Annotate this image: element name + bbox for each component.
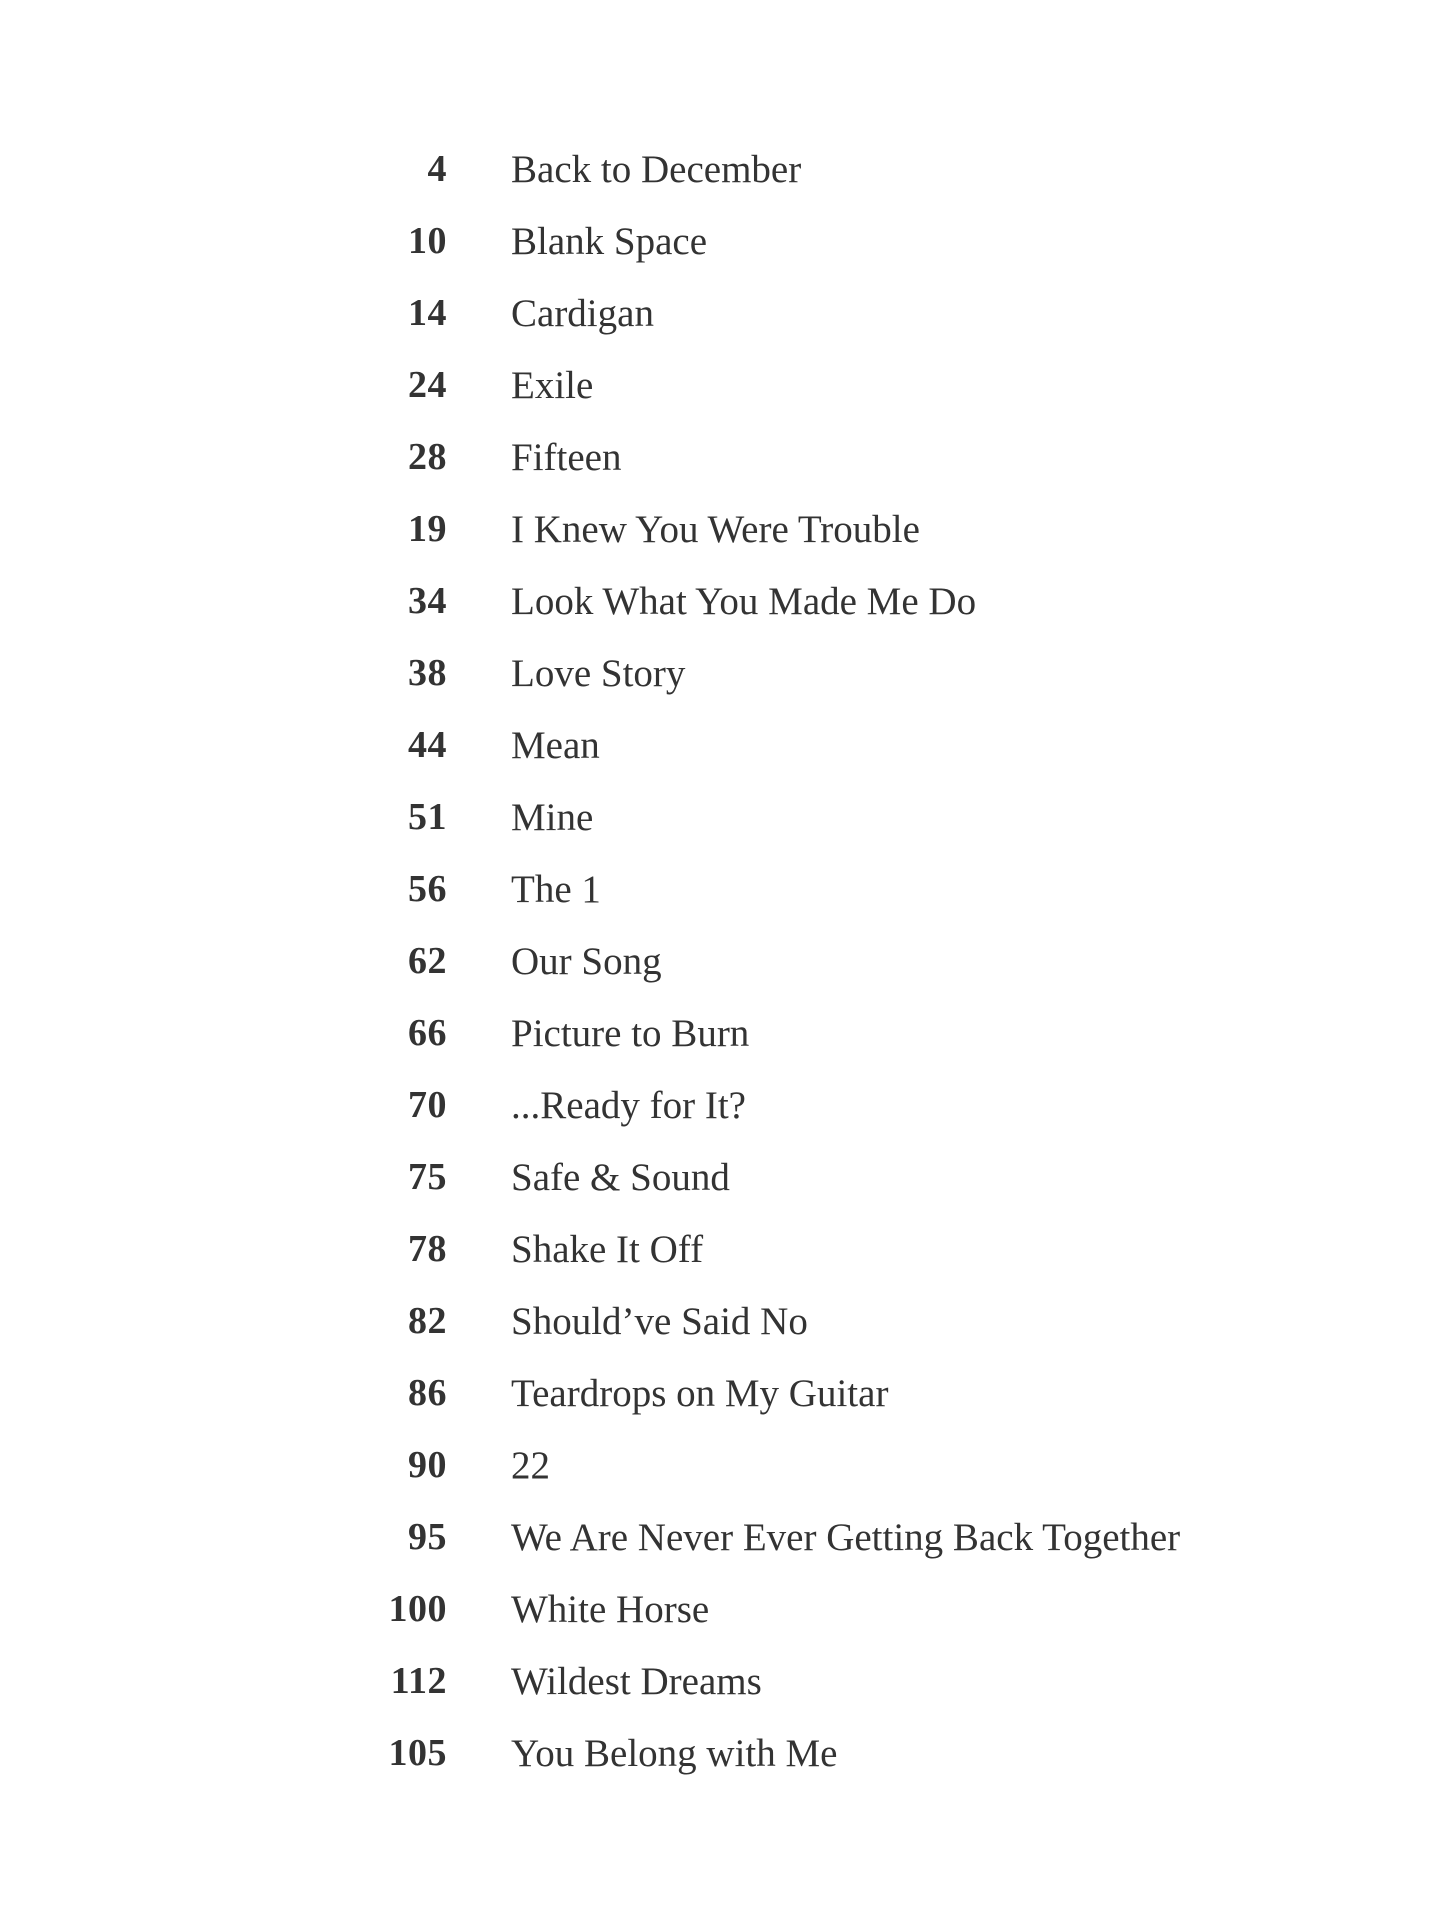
toc-entry [0, 133, 1440, 205]
song-title: Our Song [511, 939, 662, 983]
song-title: Picture to Burn [511, 1011, 750, 1055]
page-number: 75 [408, 1156, 447, 1198]
page-number: 112 [390, 1660, 447, 1702]
song-title: Fifteen [511, 435, 622, 479]
toc-entry [0, 997, 1440, 1069]
song-title: Blank Space [511, 219, 708, 263]
page-number: 95 [408, 1516, 447, 1558]
song-title: Exile [511, 363, 594, 407]
toc-entry [0, 781, 1440, 853]
song-title: Safe & Sound [511, 1155, 730, 1199]
page-number: 86 [408, 1372, 447, 1414]
page-number: 100 [388, 1588, 447, 1630]
song-title: We Are Never Ever Getting Back Together [511, 1515, 1181, 1559]
song-title: Mean [511, 723, 600, 767]
page-number: 34 [408, 580, 447, 622]
toc-entry [0, 493, 1440, 565]
page-number: 44 [408, 724, 447, 766]
toc-entry [0, 1285, 1440, 1357]
song-title: Shake It Off [511, 1227, 704, 1271]
page-number: 38 [408, 652, 447, 694]
page-number: 90 [408, 1444, 447, 1486]
toc-entry [0, 1141, 1440, 1213]
toc-entry [0, 421, 1440, 493]
toc-entry [0, 925, 1440, 997]
song-title: White Horse [511, 1587, 710, 1631]
page-number: 51 [408, 796, 447, 838]
page-number: 4 [427, 148, 447, 190]
toc-entry [0, 349, 1440, 421]
page-number: 70 [408, 1084, 447, 1126]
page-number: 62 [408, 940, 447, 982]
table-of-contents [0, 133, 1440, 1789]
song-title: Should’ve Said No [511, 1299, 808, 1343]
page-number: 19 [408, 508, 447, 550]
toc-entry [0, 709, 1440, 781]
toc-entry [0, 1213, 1440, 1285]
toc-entry [0, 853, 1440, 925]
page-number: 66 [408, 1012, 447, 1054]
song-title: You Belong with Me [511, 1731, 838, 1775]
song-title: Mine [511, 795, 594, 839]
toc-entry [0, 1573, 1440, 1645]
page-number: 78 [408, 1228, 447, 1270]
toc-entry [0, 1069, 1440, 1141]
toc-entry [0, 277, 1440, 349]
song-title: ...Ready for It? [511, 1083, 746, 1127]
song-title: The 1 [511, 867, 601, 911]
song-title: Wildest Dreams [511, 1659, 762, 1703]
page-number: 28 [408, 436, 447, 478]
toc-entry [0, 1501, 1440, 1573]
song-title: 22 [511, 1443, 550, 1487]
song-title: Love Story [511, 651, 686, 695]
toc-entry [0, 1645, 1440, 1717]
toc-entry [0, 1357, 1440, 1429]
page-number: 56 [408, 868, 447, 910]
song-title: Look What You Made Me Do [511, 579, 977, 623]
toc-entry [0, 565, 1440, 637]
song-title: Teardrops on My Guitar [511, 1371, 889, 1415]
song-title: Cardigan [511, 291, 654, 335]
toc-entry [0, 205, 1440, 277]
page-number: 10 [408, 220, 447, 262]
toc-entry [0, 1429, 1440, 1501]
toc-entry [0, 1717, 1440, 1789]
song-title: I Knew You Were Trouble [511, 507, 920, 551]
song-title: Back to December [511, 147, 802, 191]
page-number: 14 [408, 292, 447, 334]
page-number: 24 [408, 364, 447, 406]
page-number: 82 [408, 1300, 447, 1342]
toc-entry [0, 637, 1440, 709]
page-number: 105 [388, 1732, 447, 1774]
